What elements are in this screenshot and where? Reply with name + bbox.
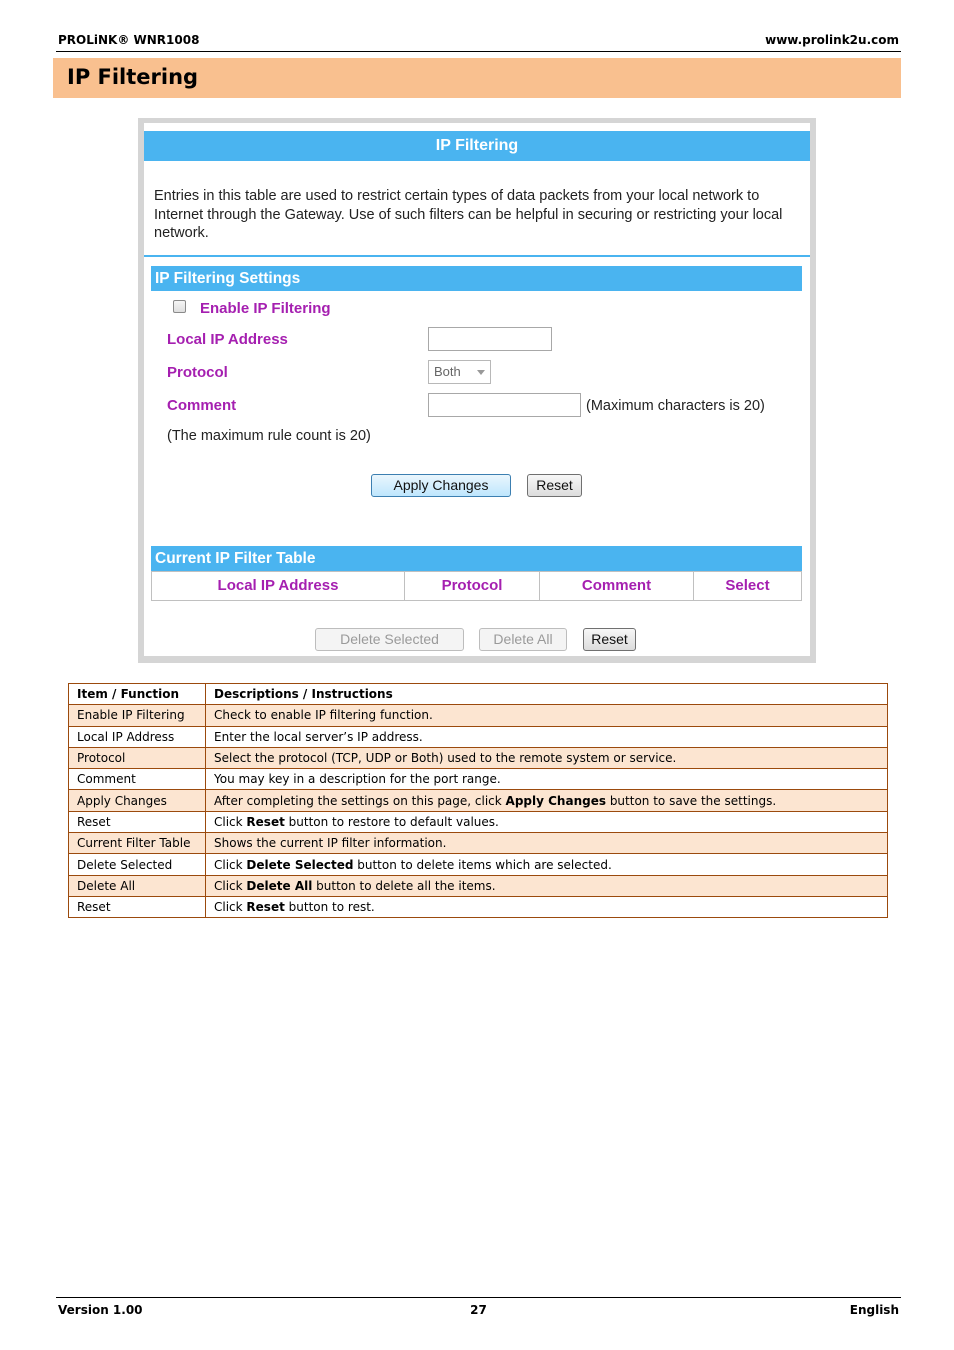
product-name: PROLiNK® WNR1008 (58, 33, 200, 47)
apply-changes-button[interactable]: Apply Changes (371, 474, 511, 497)
table-row (69, 769, 888, 790)
row-description (206, 726, 888, 747)
protocol-select[interactable] (428, 360, 491, 384)
description-text: Enter the local server’s IP address. (214, 729, 423, 744)
section-title-bar (53, 58, 901, 98)
row-description (206, 854, 888, 875)
description-emphasis: Apply Changes (505, 793, 606, 808)
row-item: Local IP Address (69, 726, 206, 747)
chevron-down-icon (477, 370, 485, 375)
max-rule-note: (The maximum rule count is 20) (167, 428, 371, 444)
description-text-end: button to save the settings. (606, 793, 777, 808)
row-item: Delete Selected (69, 854, 206, 875)
description-text: Click (214, 900, 247, 915)
description-text: You may key in a description for the port range. (214, 772, 501, 787)
description-text: After completing the settings on this page, click (214, 793, 506, 808)
table-row (69, 854, 888, 875)
panel-title: IP Filtering (144, 131, 810, 161)
row-description (206, 747, 888, 768)
column-select: Select (725, 577, 770, 594)
column-comment: Comment (540, 572, 694, 600)
description-text: Click (214, 814, 247, 829)
row-description (206, 790, 888, 811)
table-row (69, 896, 888, 917)
panel-description: Entries in this table are used to restrict certain types of data packets from your local network to Internet through the Gateway. Use of such filters can be helpful in securing or restricting your local network. (154, 188, 783, 241)
description-text: Shows the current IP filter information. (214, 836, 447, 851)
row-item: Enable IP Filtering (69, 705, 206, 726)
description-emphasis: Reset (246, 814, 285, 829)
comment-label: Comment (167, 397, 237, 414)
table-row (69, 705, 888, 726)
local-ip-label: Local IP Address (167, 331, 288, 348)
protocol-label: Protocol (167, 364, 228, 381)
row-item: Delete All (69, 875, 206, 896)
row-description (206, 705, 888, 726)
delete-all-button[interactable]: Delete All (479, 628, 567, 651)
description-text-end: button to rest. (284, 900, 375, 915)
table-reset-button[interactable]: Reset (583, 628, 636, 651)
row-description (206, 896, 888, 917)
description-table (68, 683, 888, 918)
table-row (69, 811, 888, 832)
page-footer (56, 1297, 901, 1319)
description-emphasis: Delete All (246, 878, 313, 893)
description-text: Click (214, 878, 247, 893)
table-row (69, 790, 888, 811)
delete-selected-button[interactable]: Delete Selected (315, 628, 464, 651)
row-description (206, 875, 888, 896)
row-item: Reset (69, 811, 206, 832)
reset-button[interactable]: Reset (527, 474, 582, 497)
ip-filtering-screenshot (138, 118, 816, 663)
row-item: Apply Changes (69, 790, 206, 811)
comment-input[interactable] (428, 393, 581, 417)
row-description (206, 769, 888, 790)
table-row (69, 726, 888, 747)
column-local-ip: Local IP Address (152, 572, 405, 600)
page-header (56, 32, 901, 52)
description-emphasis: Reset (246, 900, 285, 915)
divider (144, 255, 810, 257)
comment-hint: (Maximum characters is 20) (586, 398, 765, 414)
description-text: Click (214, 857, 247, 872)
description-text-end: button to restore to default values. (284, 814, 499, 829)
row-item: Comment (69, 769, 206, 790)
ip-filtering-panel (144, 123, 810, 656)
enable-ip-filtering-label: Enable IP Filtering (200, 300, 331, 317)
row-item: Current Filter Table (69, 833, 206, 854)
filter-table-header: Current IP Filter Table (151, 546, 802, 571)
description-text-end: button to delete items which are selected. (353, 857, 612, 872)
row-description (206, 811, 888, 832)
page-number: 27 (470, 1303, 487, 1317)
protocol-select-value: Both (434, 364, 461, 379)
table-row (69, 875, 888, 896)
row-item: Protocol (69, 747, 206, 768)
description-emphasis: Delete Selected (246, 857, 354, 872)
row-description (206, 833, 888, 854)
table-header-row (69, 684, 888, 705)
local-ip-input[interactable] (428, 327, 552, 351)
settings-section-header: IP Filtering Settings (151, 266, 802, 291)
header-item: Item / Function (69, 684, 206, 705)
row-item: Reset (69, 896, 206, 917)
header-description: Descriptions / Instructions (206, 684, 888, 705)
description-text: Check to enable IP filtering function. (214, 708, 433, 723)
filter-table-columns (151, 571, 802, 601)
column-protocol: Protocol (405, 572, 540, 600)
table-row (69, 747, 888, 768)
table-row (69, 833, 888, 854)
version-label: Version 1.00 (58, 1303, 143, 1317)
description-text: Select the protocol (TCP, UDP or Both) used to the remote system or service. (214, 751, 677, 766)
section-title: IP Filtering (67, 65, 199, 89)
description-text-end: button to delete all the items. (312, 878, 496, 893)
language-label: English (849, 1303, 899, 1317)
enable-ip-filtering-checkbox[interactable] (173, 300, 186, 313)
website-url: www.prolink2u.com (765, 33, 899, 47)
